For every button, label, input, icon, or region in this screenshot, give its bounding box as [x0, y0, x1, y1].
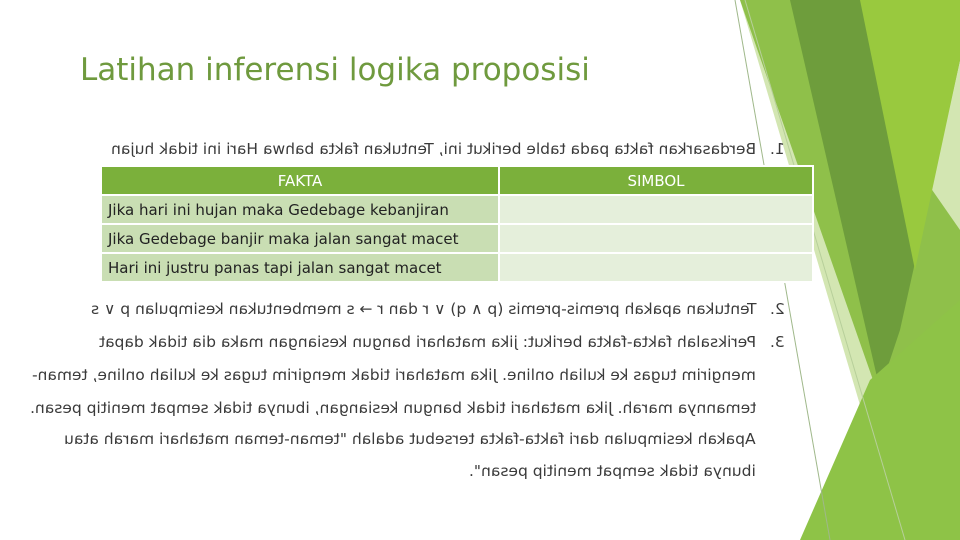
question-2-number: 2.	[770, 300, 785, 318]
simbol-cell	[499, 253, 813, 282]
question-3-line-4: Apakah kesimpulan dari fakta-fakta tersebut adalah "teman-teman matahari marah atau	[64, 430, 756, 448]
fakta-cell: Hari ini justru panas tapi jalan sangat macet	[101, 253, 499, 282]
header-simbol: SIMBOL	[499, 166, 813, 195]
question-1-text: Berdasarkan fakta pada table berikut ini, Tentukan fakta bahwa Hari ini tidak hujan	[110, 140, 756, 158]
question-2-text: Tentukan apakah premis-premis (p ∧ q) ∨ r dan r → s membentukan kesimpulan p ∨ s	[90, 300, 756, 318]
fact-table	[100, 165, 814, 283]
table-row	[101, 224, 813, 253]
fact-table-header-row	[101, 166, 813, 195]
question-3-line-3: temannya marah. Jika matahari tidak bangun kesiangan, ibunya tidak sempat menitip pesan.	[29, 399, 756, 417]
question-3-number: 3.	[770, 333, 785, 351]
simbol-cell	[499, 195, 813, 224]
question-3-line-1: Periksalah fakta-fakta berikut: jika matahari bangun kesiangan maka dia tidak dapat	[98, 333, 756, 351]
fakta-cell: Jika hari ini hujan maka Gedebage kebanjiran	[101, 195, 499, 224]
header-fakta: FAKTA	[101, 166, 499, 195]
question-3-line-5: ibunya tidak sempat menitip pesan".	[469, 462, 756, 480]
table-row	[101, 195, 813, 224]
simbol-cell	[499, 224, 813, 253]
slide-title: Latihan inferensi logika proposisi	[80, 52, 590, 88]
question-1-number: 1.	[770, 140, 785, 158]
fakta-cell: Jika Gedebage banjir maka jalan sangat macet	[101, 224, 499, 253]
table-row	[101, 253, 813, 282]
question-3-line-2: mengirim tugas ke kuliah online. Jika matahari tidak mengirim tugas ke kuliah online, teman-	[32, 366, 756, 384]
